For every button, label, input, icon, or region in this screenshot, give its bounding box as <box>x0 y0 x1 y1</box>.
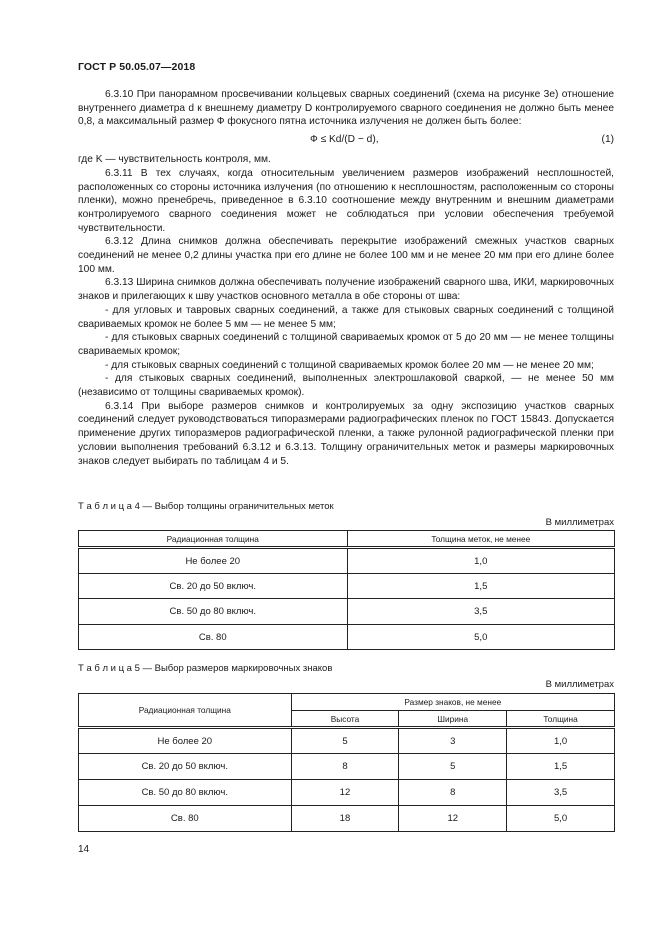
table5-cell: Св. 50 до 80 включ. <box>79 780 292 806</box>
page-number: 14 <box>78 844 90 855</box>
table5-cell: 3,5 <box>507 780 615 806</box>
table5-subheader-cell: Высота <box>291 711 399 728</box>
table5 <box>78 693 615 832</box>
table4-cell: Св. 20 до 50 включ. <box>79 574 348 599</box>
table5-subheader-cell: Толщина <box>507 711 615 728</box>
table5-cell: 5 <box>291 728 399 754</box>
table4-cell: Св. 80 <box>79 625 348 650</box>
table5-cell: 5,0 <box>507 806 615 832</box>
table-row <box>79 806 615 832</box>
table4-header-cell: Толщина меток, не менее <box>347 531 614 548</box>
formula-expression: Ф ≤ Kd/(D − d), <box>310 134 379 146</box>
table4 <box>78 530 615 650</box>
paragraph-6-3-13: 6.3.13 Ширина снимков должна обеспечивать получение изображений сварного шва, ИКИ, маркировочных знаков и прилегающих к шву участков основного металла в обе стороны от шва: <box>78 277 614 303</box>
table5-cell: Св. 80 <box>79 806 292 832</box>
table5-header-group: Размер знаков, не менее <box>291 694 614 711</box>
table5-cell: 12 <box>291 780 399 806</box>
paragraph-6-3-10: 6.3.10 При панорамном просвечивании кольцевых сварных соединений (схема на рисунке 3е) отношение внутреннего диаметра d к внешнему диаметру D контролируемого сварного соединения не должно быть менее 0,8, а максимальный размер Ф фокусного пятна источника излучения не должен быть более: <box>78 89 614 128</box>
paragraph-6-3-14: 6.3.14 При выборе размеров снимков и контролируемых за одну экспозицию участков сварных соединений следует руководствоваться типоразмерами радиографических пленок по ГОСТ 15843. Допускается применение других типоразмеров радиографической пленки, а также рулонной радиографической пленки при условии выполнения требований 6.3.12 и 6.3.13. Толщину ограничительных меток и размеры маркировочных знаков следует выбирать по таблицам 4 и 5. <box>78 400 614 467</box>
table5-units: В миллиметрах <box>545 679 614 690</box>
table5-cell: 12 <box>399 806 507 832</box>
body-text <box>78 88 614 468</box>
table5-cell: 8 <box>399 780 507 806</box>
table5-cell: 3 <box>399 728 507 754</box>
bullet-item: - для стыковых сварных соединений с толщиной свариваемых кромок более 20 мм — не менее 20 мм; <box>105 359 594 371</box>
table-row <box>79 754 615 780</box>
table-row <box>79 574 615 599</box>
bullet-item: - для стыковых сварных соединений, выполненных электрошлаковой сваркой, — не менее 50 мм (независимо от толщины свариваемых кромок). <box>78 373 614 399</box>
table4-caption: Т а б л и ц а 4 — Выбор толщины ограничительных меток <box>78 501 334 512</box>
table5-cell: Не более 20 <box>79 728 292 754</box>
table5-caption: Т а б л и ц а 5 — Выбор размеров маркировочных знаков <box>78 663 333 674</box>
table5-cell: 8 <box>291 754 399 780</box>
table5-cell: 18 <box>291 806 399 832</box>
table4-cell: Не более 20 <box>79 548 348 574</box>
bullet-item: - для угловых и тавровых сварных соединений, а также для стыковых сварных соединений с толщиной свариваемых кромок не более 5 мм — не менее 5 мм; <box>78 304 614 330</box>
formula-1 <box>78 131 614 153</box>
table-row <box>79 599 615 625</box>
table4-header-cell: Радиационная толщина <box>79 531 348 548</box>
paragraph-6-3-11: 6.3.11 В тех случаях, когда относительным увеличением размеров изображений несплошностей, расположенных со стороны источника излучения (по отношению к несплошностям, расположенным со стороны пленки), можно пренебречь, приведенное в 6.3.10 соотношение между внутренним и внешним диаметрами контролируемого сварного соединения может не соблюдаться при условии обеспечения требуемой чувствительности. <box>78 167 614 234</box>
table-row <box>79 548 615 574</box>
table4-cell: 5,0 <box>347 625 614 650</box>
bullet-item: - для стыковых сварных соединений с толщиной свариваемых кромок от 5 до 20 мм — не менее толщины свариваемых кромок; <box>78 332 614 357</box>
table4-cell: 1,5 <box>347 574 614 599</box>
formula-number: (1) <box>601 134 614 146</box>
table5-subheader-cell: Ширина <box>399 711 507 728</box>
table4-cell: 3,5 <box>347 599 614 625</box>
table-row <box>79 625 615 650</box>
table5-cell: 5 <box>399 754 507 780</box>
table4-cell: 1,0 <box>347 548 614 574</box>
document-header: ГОСТ Р 50.05.07—2018 <box>78 61 196 73</box>
table4-units: В миллиметрах <box>545 517 614 528</box>
table4-cell: Св. 50 до 80 включ. <box>79 599 348 625</box>
formula-where: где K — чувствительность контроля, мм. <box>78 154 271 166</box>
table5-header-cell: Радиационная толщина <box>79 694 292 728</box>
table5-cell: 1,5 <box>507 754 615 780</box>
table5-cell: 1,0 <box>507 728 615 754</box>
table-row <box>79 780 615 806</box>
paragraph-6-3-12: 6.3.12 Длина снимков должна обеспечивать перекрытие изображений смежных участков сварных соединений не менее 0,2 длины участка при его длине не более 100 мм и не менее 20 мм при его длине более 100 мм. <box>78 236 614 275</box>
table-row <box>79 728 615 754</box>
table5-cell: Св. 20 до 50 включ. <box>79 754 292 780</box>
